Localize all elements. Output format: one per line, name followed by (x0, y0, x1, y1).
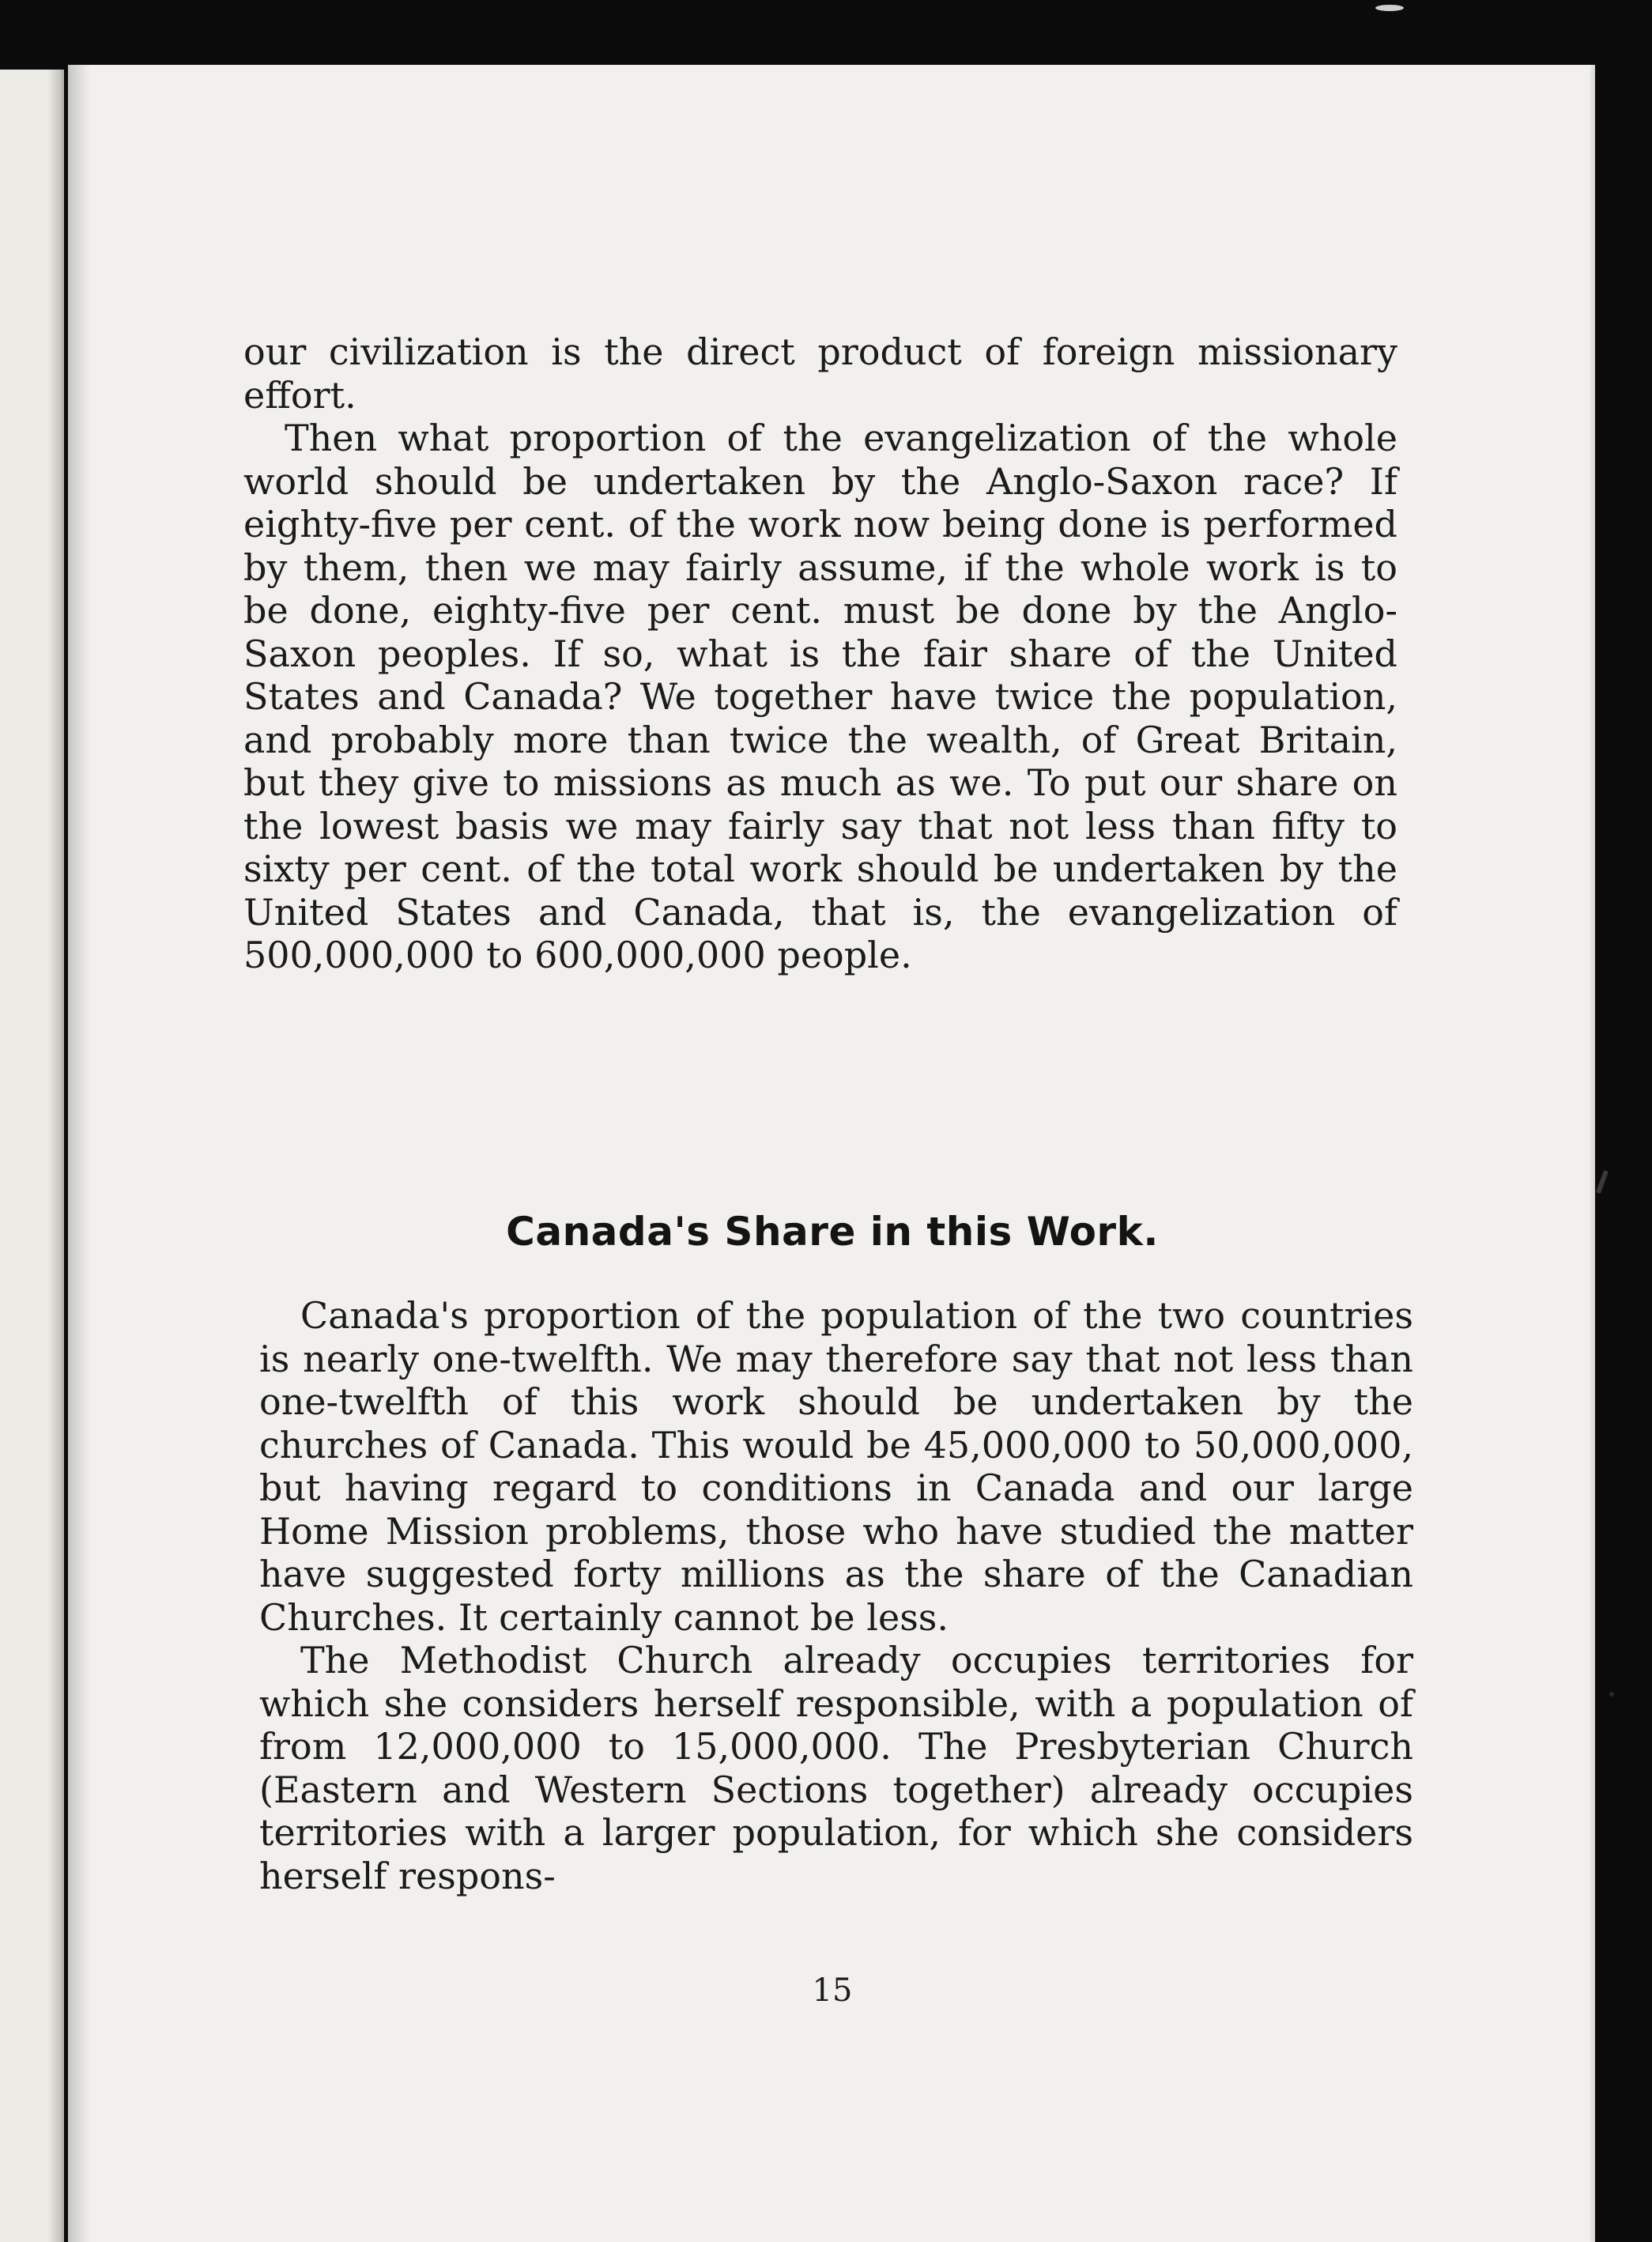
facing-page-shadow (47, 70, 62, 2242)
dust-speck (1596, 1170, 1609, 1194)
book-page (68, 65, 1595, 2242)
section-heading: Canada's Share in this Work. (506, 1209, 1159, 1255)
gutter-shadow (70, 65, 90, 2242)
paragraph-church-territories: The Methodist Church already occupies territories for which she considers herself responsible, with a population of from 12,000,000 to 15,000,000. The Presbyterian Church (Eastern and Western Sections together) already occupies territories with a larger population, for which she considers herself respons- (259, 1639, 1413, 1897)
paragraph-anglo-saxon-share: Then what proportion of the evangelization of the whole world should be undertaken by the Anglo-Saxon race? If eighty-five per cent. of the work now being done is performed by them, then we may fairly assume, if the whole work is to be done, eighty-five per cent. must be done by the Anglo-Saxon peoples. If so, what is the fair share of the United States and Canada? We together have twice the population, and probably more than twice the wealth, of Great Britain, but they give to missions as much as we. To put our share on the lowest basis we may fairly say that not less than fifty to sixty per cent. of the total work should be undertaken by the United States and Canada, that is, the evangelization of 500,000,000 to 600,000,000 people. (243, 417, 1397, 976)
paragraph-continuation: our civilization is the direct product of foreign missionary effort. (243, 330, 1397, 417)
page-edge-shadow (1589, 65, 1595, 2242)
page-number: 15 (812, 1972, 853, 2009)
paragraph-canada-proportion: Canada's proportion of the population of the two countries is nearly one-twelfth. We may therefore say that not less than one-twelfth of this work should be undertaken by the churches of Canada. This would be 45,000,000 to 50,000,000, but having regard to conditions in Canada and our large Home Mission problems, those who have studied the matter have suggested forty millions as the share of the Canadian Churches. It certainly cannot be less. (259, 1294, 1413, 1639)
dust-speck (1609, 1692, 1614, 1697)
dust-speck (1375, 5, 1404, 11)
body-text-top (243, 330, 1397, 977)
body-text-bottom (259, 1294, 1413, 1897)
